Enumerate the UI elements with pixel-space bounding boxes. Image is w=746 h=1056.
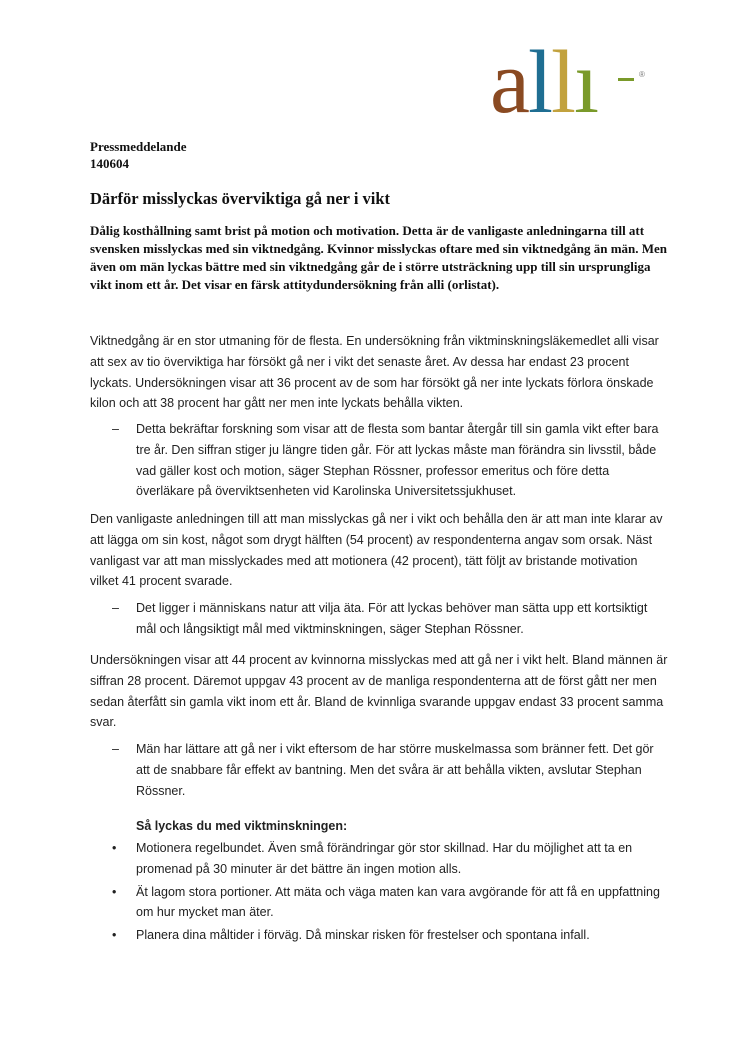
logo-i-dash [618,78,634,81]
alli-logo [490,30,650,134]
release-type: Pressmeddelande [90,139,187,154]
logo-letter-i: ı [573,33,597,132]
release-header [90,138,187,172]
tip-text: Planera dina måltider i förväg. Då minskar risken för frestelser och spontana infall. [136,928,590,943]
bullet-icon: • [112,884,117,899]
logo-wordmark [490,33,597,132]
tip-item [90,838,668,880]
lead-paragraph: Dålig kosthållning samt brist på motion och motivation. Detta är de vanligaste anledningarna till att svensken misslyckas med sin viktnedgång. Kvinnor misslyckas oftare med sin viktnedgång än män. Men även om män lyckas bättre med sin viktnedgång går de i större utsträckning upp till sin ursprungliga vikt inom ett år. Det visar en färsk attitydundersökning från alli (orlistat). [90,223,668,292]
bullet-icon: • [112,928,117,943]
body-paragraph-3: Undersökningen visar att 44 procent av kvinnorna misslyckas med att gå ner i vikt helt. Bland männen är siffran 28 procent. Däremot uppgav 43 procent av de manliga respondenterna att de först gått ner men sedan återfått sin gamla vikt inom ett år. Bland de kvinnliga svarande uppgav endast 33 procent samma svar. [90,653,668,730]
body-paragraph-1: Viktnedgång är en stor utmaning för de flesta. En undersökning från viktminskningsläkemedlet alli visar att sex av tio överviktiga har försökt gå ner i vikt det senaste året. Av dessa har endast 23 procent lyckats. Undersökningen visar att 36 procent av de som har försökt gå ner inte lyckats förlora önskade kilon och att 38 procent har gått ner men inte lyckats behålla vikten. [90,334,659,411]
tip-item [90,882,668,924]
quote-text: Män har lättare att gå ner i vikt eftersom de har större muskelmassa som bränner fett. Det gör att de snabbare får effekt av bantning. Men det svåra är att behålla vikten, avslutar Stephan Rössner. [136,742,654,798]
tips-list [90,838,668,948]
logo-letter-l1: l [527,33,551,132]
logo-letter-l2: l [550,33,574,132]
quote-dash: – [112,422,119,436]
tip-item [90,925,668,946]
tip-text: Ät lagom stora portioner. Att mäta och väga maten kan vara avgörande för att få en uppfattning om hur mycket man äter. [136,884,660,920]
quote-dash: – [112,742,119,756]
quote-text: Det ligger i människans natur att vilja äta. För att lyckas behöver man sätta upp ett kortsiktigt mål och långsiktigt mål med viktminskningen, säger Stephan Rössner. [136,601,648,636]
quote-text: Detta bekräftar forskning som visar att de flesta som bantar återgår till sin gamla vikt efter bara tre år. Den siffran stiger ju längre tiden går. För att lyckas måste man förändra sin livsstil, både vad gäller kost och motion, säger Stephan Rössner, professor emeritus och före detta överläkare på överviktsenheten vid Karolinska Universitetssjukhuset. [136,422,659,499]
tip-text: Motionera regelbundet. Även små förändringar gör stor skillnad. Har du möjlighet att ta en promenad på 30 minuter är det bättre än ingen motion alls. [136,841,633,876]
body-paragraph-2: Den vanligaste anledningen till att man misslyckas gå ner i vikt och behålla den är att man inte klarar av att lägga om sin kost, något som drygt hälften (54 procent) av respondenterna angav som orsak. Näst vanligast var att man misslyckades med att motionera (42 procent), tätt följt av bristande motivation vilket 41 procent svarade. [90,512,663,589]
release-date: 140604 [90,156,129,171]
bullet-icon: • [112,841,117,855]
page-title: Därför misslyckas överviktiga gå ner i vikt [90,189,391,208]
logo-letter-a: a [490,33,528,132]
tips-heading: Så lyckas du med viktminskningen: [136,819,348,833]
quote-dash: – [112,601,119,615]
registered-mark: ® [639,70,645,79]
